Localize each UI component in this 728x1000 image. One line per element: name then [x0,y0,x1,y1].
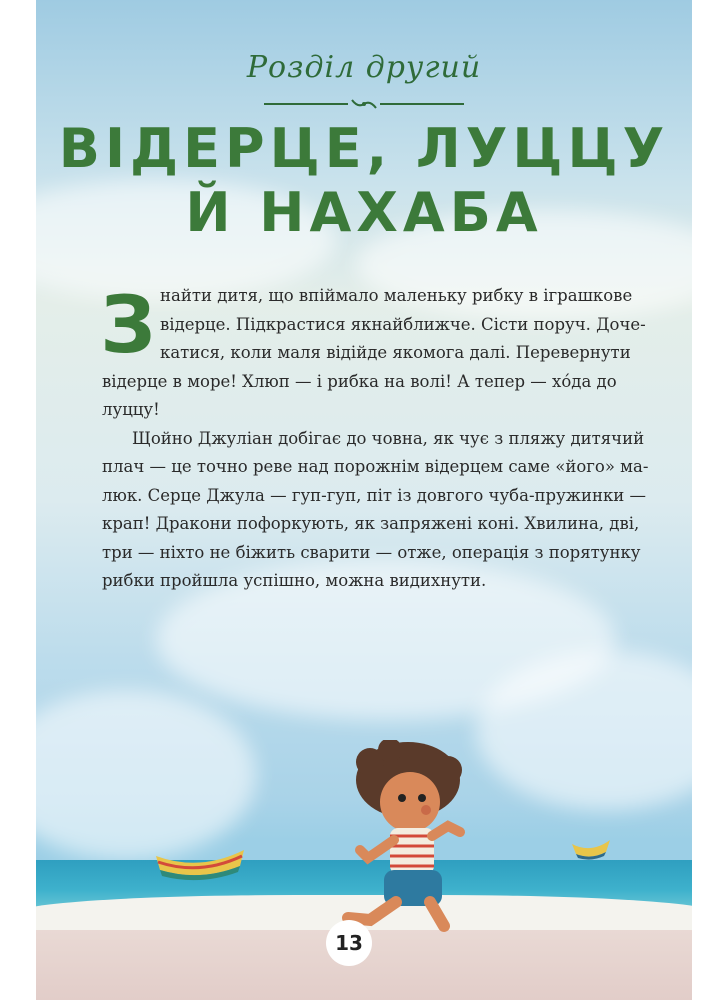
chapter-label: Розділ другий [246,50,482,85]
text-line: рибки пройшла успішно, можна видихнути. [102,571,487,590]
body-text [102,282,649,596]
text-line: луццу! [102,400,160,419]
text-line: катися, коли маля відійде якомога далі. Перевернути [160,343,631,362]
text-line: плач — це точно реве над порожнім відерцем саме «його» ма- [102,457,649,476]
boat-left-illustration [154,848,246,884]
boat-right-illustration [570,838,612,862]
page-number: 13 [335,931,363,955]
cloud-illustration [36,690,256,860]
running-child-illustration [298,740,498,940]
page-number-badge [326,920,372,966]
chapter-title-line-2: Й НАХАБА [185,181,543,244]
text-line: три — ніхто не біжить сварити — отже, операція з порятунку [102,542,641,562]
text-line: відерце. Підкрастися якнайближче. Сісти поруч. Доче- [160,314,646,334]
text-line: крап! Дракони пофоркують, як запряжені коні. Хвилина, дві, [102,514,640,533]
book-page [36,0,692,1000]
drop-cap: З [100,281,156,371]
text-line: найти дитя, що впіймало маленьку рибку в іграшкове [160,286,633,305]
text-line: люк. Серце Джула — гуп-гуп, піт із довгого чуба-пружинки — [102,485,647,505]
text-line: Щойно Джуліан добігає до човна, як чує з пляжу дитячий [132,428,645,448]
ornament-divider [264,94,464,114]
text-line: відерце в море! Хлюп — і рибка на волі! А тепер — хо́да до [102,371,617,391]
chapter-title-line-1: ВІДЕРЦЕ, ЛУЦЦУ [58,117,670,180]
